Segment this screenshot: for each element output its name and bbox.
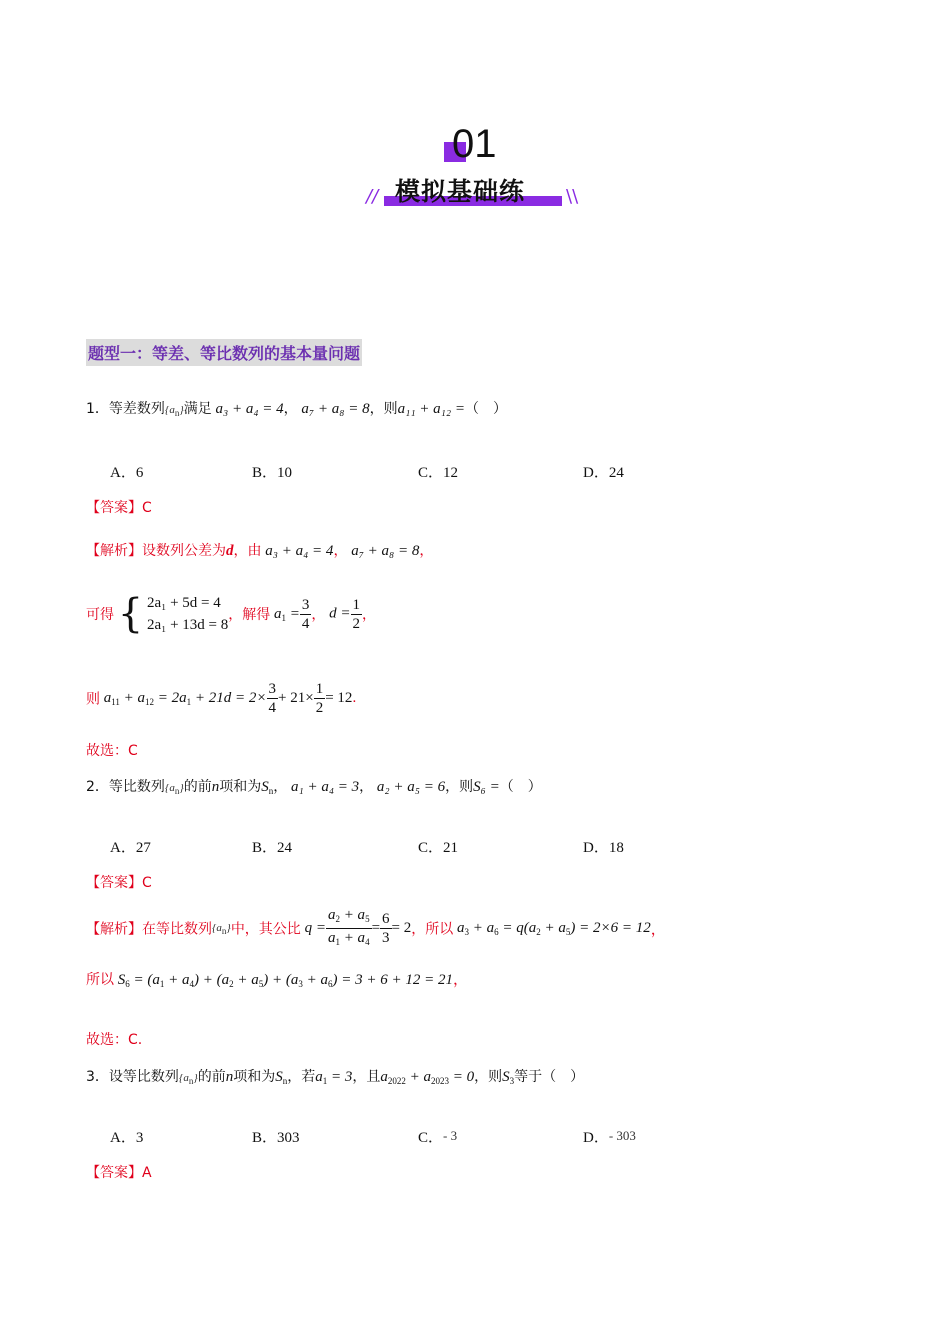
header-slash-left: // [366,186,379,207]
q1-calc: 则 $a_{11} + a_{12} = 2a_1 + 21d = 2\times$ $\frac{3}{4}$ + 21× $\frac{1}{2}$ = 12. [86,681,357,716]
q1-analysis-line1: 【解析】设数列公差为d，由 a₃ + a₄ = 4， a₇ + a₈ = 8， [86,543,434,559]
q1-sys-eq1: 2a₁ + 5d = 4 [146,595,221,611]
q3-option-c[interactable]: C．- 3 [418,1128,458,1146]
q1-answer: 【答案】C [86,500,152,516]
q1-sys-eq2: 2a₁ + 13d = 8 [146,617,229,633]
q1-stem: 1．等差数列$\{a_n\}$满足 a₃ + a₄ = 4， a₇ + a₈ = 8，则a₁₁ + a₁₂ =（ ） [86,401,507,418]
q2-stem: 2．等比数列$\{a_n\}$的前n项和为$S_n$， a₁ + a₄ = 3， a₂ + a₅ = 6，则S₆ =（ ） [86,779,542,796]
header-slash-right: \\ [566,186,579,207]
q2-option-a[interactable]: A．27 [110,840,151,856]
q3-option-d[interactable]: D．- 303 [583,1128,636,1146]
q1-sequence-an: $\{a_n\}$ [164,404,184,418]
q2-analysis-line2: 所以 $S_6 = (a_1 + a_4) + (a_2 + a_5) + (a_3 + a_6) = 3 + 6 + 12 = 21$， [86,972,468,989]
header-title: 模拟基础练 [395,177,526,206]
q3-option-a[interactable]: A．3 [110,1130,144,1146]
q3-option-b[interactable]: B．303 [252,1130,300,1146]
q2-option-b[interactable]: B．24 [252,840,293,856]
section-title: 题型一：等差、等比数列的基本量问题 [86,339,362,366]
q1-option-d[interactable]: D．24 [583,465,624,481]
q1-option-a[interactable]: A．6 [110,465,144,481]
q2-answer: 【答案】C [86,875,152,891]
header-number: 01 [452,122,497,166]
q1-target: a₁₁ + a₁₂ = [397,401,465,417]
q2-analysis-line1: 【解析】在等比数列$\{a_n\}$中，其公比 q = $\frac{a_2 + a_5}{a_1 + a_4}$ = $\frac{6}{3}$ = 2，所以 $a_3 + a_6 = q(a_2 + a_5) = 2\times 6 = 12$， [86,907,666,947]
q2-target: S₆ = [473,779,500,795]
q2-final: 故选：C. [86,1032,143,1048]
q1-system: 可得 { 2a₁ + 5d = 4 2a₁ + 13d = 8 ，解得 $a_1$ = $\frac{3}{4}$ ， d = $\frac{1}{2}$ ， [86,591,377,637]
q1-cond2: a₇ + a₈ = 8 [301,401,370,417]
q3-answer: 【答案】A [86,1165,152,1181]
q2-option-c[interactable]: C．21 [418,840,459,856]
q1-option-b[interactable]: B．10 [252,465,293,481]
q1-cond1: a₃ + a₄ = 4 [215,401,284,417]
q1-option-c[interactable]: C．12 [418,465,459,481]
q1-final: 故选：C [86,743,138,759]
q3-stem: 3．设等比数列$\{a_n\}$的前n项和为$S_n$，若$a_1 = 3$，且$a_{2022} + a_{2023} = 0$，则$S_3$等于（ ） [86,1069,585,1086]
q2-cond1: a₁ + a₄ = 3 [290,779,360,795]
q2-option-d[interactable]: D．18 [583,840,624,856]
q2-cond2: a₂ + a₅ = 6 [376,779,446,795]
